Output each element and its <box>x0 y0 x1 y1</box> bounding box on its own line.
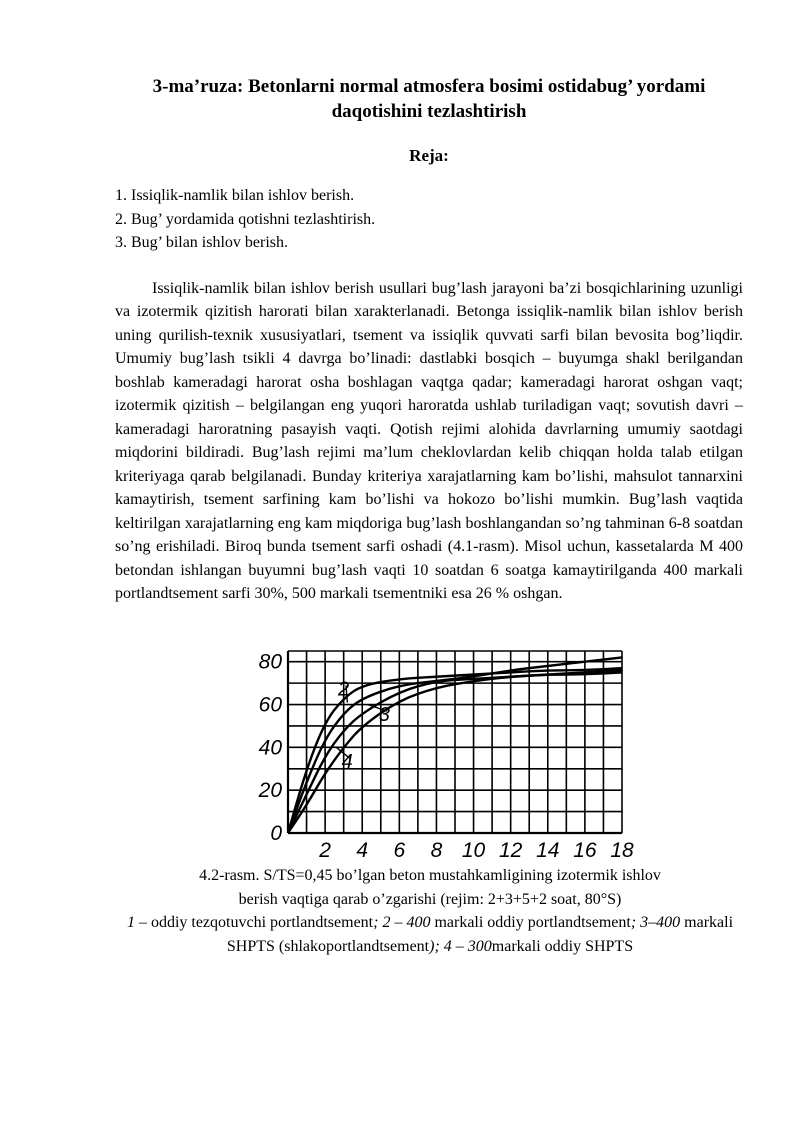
plan-heading: Reja: <box>409 146 449 165</box>
legend-text: markali oddiy SHPTS <box>491 937 634 955</box>
x-tick-label: 8 <box>430 839 443 862</box>
chart-svg <box>250 643 634 863</box>
y-tick-label: 80 <box>258 650 282 674</box>
document-body <box>115 74 743 606</box>
plan-item: 3. Bug’ bilan ishlov berish. <box>115 234 289 251</box>
plan-item: 1. Issiqlik-namlik bilan ishlov berish. <box>115 187 355 204</box>
plan-item: 2. Bug’ yordamida qotishni tezlashtirish. <box>115 210 376 228</box>
strength-chart <box>250 643 634 863</box>
y-tick-label: 40 <box>258 736 282 760</box>
x-tick-label: 14 <box>536 839 560 862</box>
legend-text: shlakoportlandtsement <box>284 937 430 955</box>
x-tick-label: 18 <box>610 839 634 862</box>
y-tick-label: 0 <box>270 822 282 845</box>
series-label: 2 <box>337 678 350 701</box>
y-tick-label: 60 <box>258 693 282 717</box>
legend-num: ; 3–400 <box>630 914 681 931</box>
legend-num: ; 2 – 400 <box>373 914 431 931</box>
series-label: 4 <box>341 751 353 774</box>
caption-line: berish vaqtiga qarab o’zgarishi (rejim: 2+3+5+2 soat, 80°S) <box>238 890 622 908</box>
series-label: 3 <box>378 704 390 727</box>
plan-list <box>115 184 743 255</box>
x-tick-label: 12 <box>498 839 523 862</box>
x-tick-label: 4 <box>356 839 369 862</box>
figure-caption <box>120 864 740 958</box>
legend-text: markali SHPTS ( <box>226 914 734 955</box>
legend-text: markali oddiy portlandtsement <box>430 914 631 931</box>
legend-text: – oddiy tezqotuvchi portlandtsement <box>134 914 374 931</box>
legend-num: ); 4 – 300 <box>429 937 492 955</box>
main-paragraph: Issiqlik-namlik bilan ishlov berish usullari bug’lash jarayoni ba’zi bosqichlarining uzunligi va izotermik qizitish harorati bilan xarakterlanadi. Betonga issiqlik-namlik bilan ishlov berish uning qurilish-texnik xususiyatlari, tsement va issiqlik quvvati sarfi bilan bevosita bog’liqdir. Umumiy bug’lash tsikli 4 davrga bo’linadi: dastlabki bosqich – buyumga shakl berilgandan boshlab kameradagi harorat osha boshlagan vaqtga qadar; kameradagi harorat oshgan vaqt; izotermik qizitish – belgilangan eng yuqori haroratda ushlab turiladigan vaqt; sovutish davri – kameradagi haroratning pasayish vaqti. Qotish rejimi alohida davrlarning umumiy saotdagi miqdorini bildiradi. Bug’lash rejimi ma’lum cheklovlardan kelib chiqqan holda talab etilgan kriteriyaga qarab belgilanadi. Bunday kriteriya xarajatlarning kam bo’lishi, mahsulot tannarxini kamaytirish, tsement sarfining kam bo’lishi va hokozo bo’lishi mumkin. Bug’lash vaqtida keltirilgan xarajatlarning eng kam miqdoriga bug’lash boshlangandan so’ng tahminan 6-8 soatdan so’ng erishiladi. Biroq bunda tsement sarfi oshadi (4.1-rasm). Misol uchun, kassetalarda M 400 betondan ishlangan buyumni bug’lash vaqti 10 soatdan 6 soatga kamaytirilganda 400 markali portlandtsement sarfi 30%, 500 markali tsementniki esa 26 % oshgan. <box>115 279 743 602</box>
x-tick-label: 6 <box>393 839 406 862</box>
caption-line: 4.2-rasm. S/TS=0,45 bo’lgan beton mustahkamligining izotermik ishlov <box>199 867 661 884</box>
caption-legend <box>120 911 740 958</box>
y-tick-label: 20 <box>258 779 282 803</box>
x-tick-label: 2 <box>319 839 331 862</box>
x-tick-label: 10 <box>461 839 486 862</box>
x-tick-label: 16 <box>573 839 597 862</box>
document-title: 3-ma’ruza: Betonlarni normal atmosfera bosimi ostidabug’ yordami daqotishini tezlashtirish <box>152 76 706 122</box>
legend-num: 1 <box>126 914 135 931</box>
